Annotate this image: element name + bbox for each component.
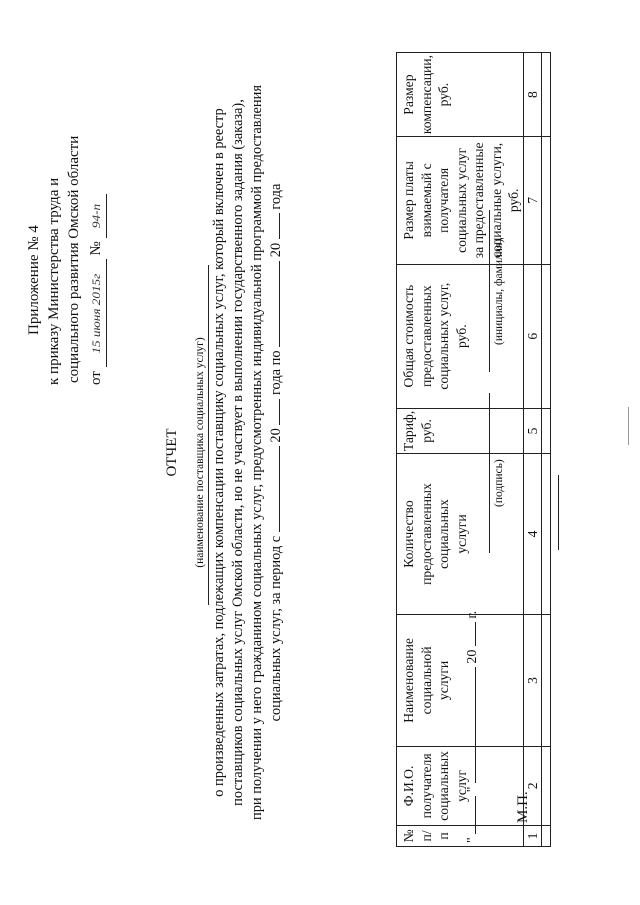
body-line-3: при получении у него гражданином социальных услуг, предусмотренных индивидуальной программой предоставления <box>249 85 265 820</box>
handwritten-number: 94-п <box>89 203 103 228</box>
header-cell-service-name: Наименование социальной услуги <box>397 614 524 746</box>
quote-close: " <box>465 786 480 793</box>
header-cell-tariff: Тариф, руб. <box>397 408 524 453</box>
handwritten-date: 15 июня 2015г <box>89 273 103 354</box>
column-number-2: 2 <box>523 746 541 825</box>
header-cell-compensation: Размер компенсации, руб. <box>397 53 524 137</box>
column-number-1: 1 <box>523 825 541 846</box>
year-to: года по <box>268 350 284 395</box>
date-prefix: от <box>88 371 104 385</box>
quote-open: " <box>465 837 480 843</box>
period-line <box>268 0 285 905</box>
column-number-4: 4 <box>523 454 541 615</box>
annex-order-line: к приказу Министерства труда и <box>46 177 62 385</box>
provider-caption: (наименование поставщика социальных услуг) <box>194 337 206 568</box>
column-number-3: 3 <box>523 614 541 746</box>
signature-caption: (подпись) <box>493 459 505 507</box>
table-row <box>541 53 550 847</box>
signature-line <box>489 393 490 553</box>
header-cell-total-cost: Общая стоимость предоставленных социальных услуг, руб. <box>397 264 524 408</box>
year-20-a: 20 <box>268 428 284 443</box>
period-prefix: социальных услуг, за период с <box>268 535 284 722</box>
provider-name-line <box>208 265 209 605</box>
date-signature-line <box>465 611 481 843</box>
annex-date-line <box>86 194 107 385</box>
year-20-b: 20 <box>268 242 284 258</box>
column-number-7: 7 <box>523 137 541 264</box>
scan-mark <box>628 407 629 445</box>
date-field <box>86 259 107 367</box>
body-line-1: о произведенных затратах, подлежащих компенсации поставщику социальных услуг, который включен в реестр <box>211 108 227 797</box>
initials-line <box>489 210 490 372</box>
annex-ministry-line: социального развития Омской области <box>66 135 82 383</box>
body-line-2: поставщиков социальных услуг Омской области, но не участвует в выполнении государственного задания (заказа), <box>230 99 246 806</box>
blank-line <box>558 475 559 550</box>
initials-caption: (инициалы, фамилия) <box>493 238 505 345</box>
number-field <box>86 194 107 238</box>
column-number-8: 8 <box>523 53 541 137</box>
report-title: ОТЧЕТ <box>164 428 180 477</box>
year-suffix: г. <box>465 610 480 619</box>
table-row <box>523 53 541 847</box>
annex-title: Приложение № 4 <box>26 225 42 335</box>
year-end: года <box>268 183 284 210</box>
header-cell-number: № п/п <box>397 825 524 846</box>
stamp-label: М.П. <box>515 791 531 823</box>
column-number-6: 6 <box>523 264 541 408</box>
header-cell-quantity: Количество предоставленных социальных услуги <box>397 454 524 615</box>
year-20: 20 <box>465 649 480 664</box>
header-cell-recipient: Ф.И.О. получателя социальных услуг <box>397 746 524 825</box>
table-header-row <box>397 53 524 847</box>
column-number-5: 5 <box>523 408 541 453</box>
number-label: № <box>88 241 104 256</box>
header-cell-fee: Размер платы взимаемый с получателя социальных услуг за предоставленные социальные услуги, руб. <box>397 137 524 264</box>
